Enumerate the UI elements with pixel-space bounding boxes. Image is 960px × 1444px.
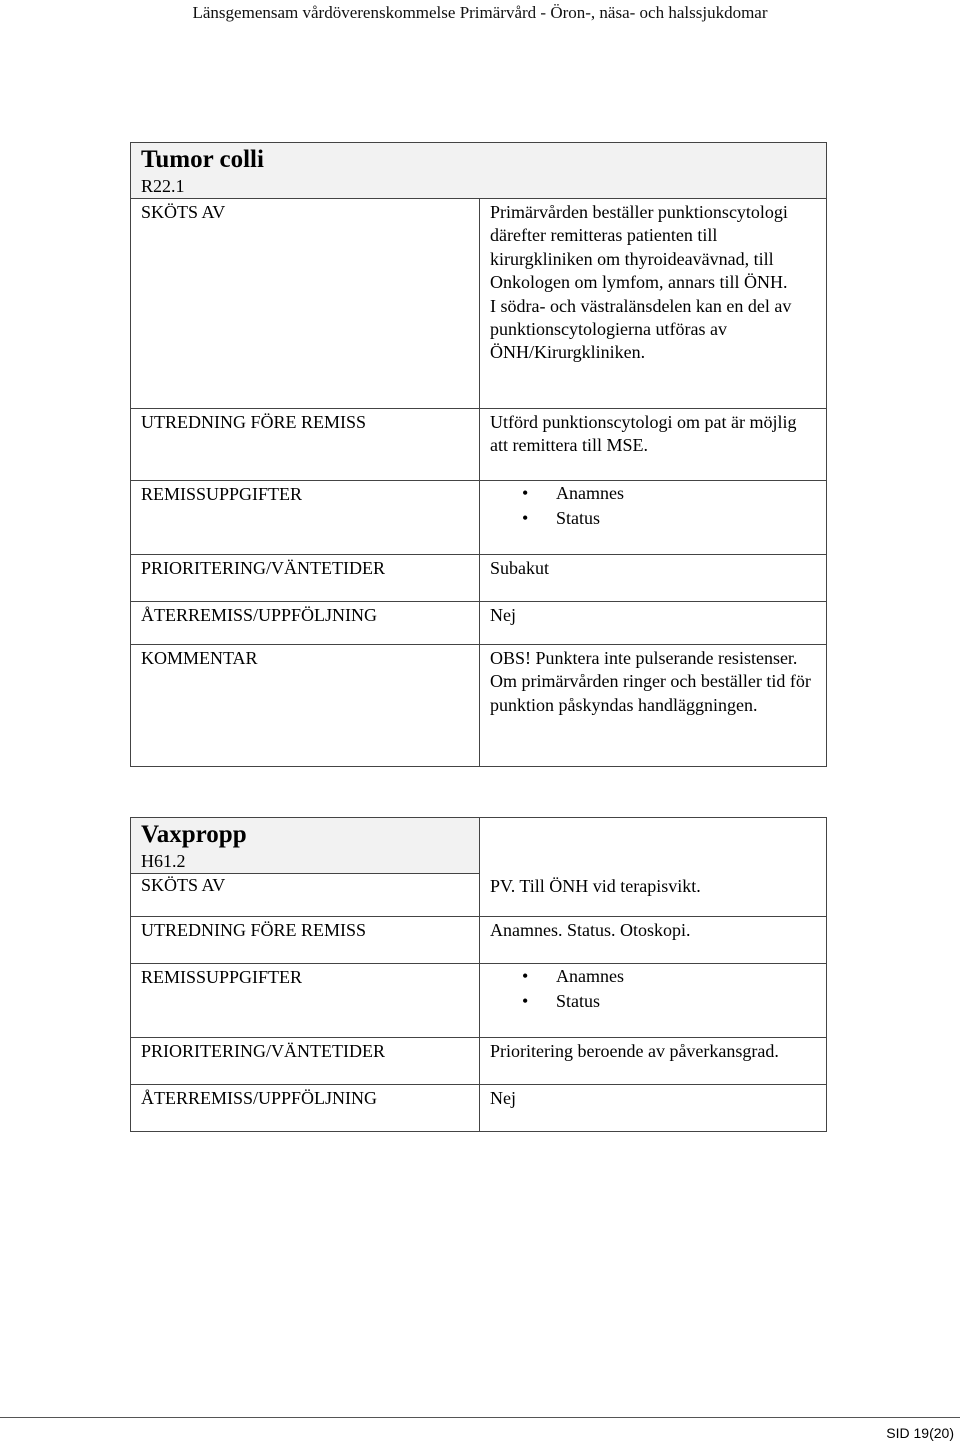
row-skots-av [131, 199, 827, 409]
label-cell [131, 555, 480, 602]
row-aterremiss [131, 1085, 827, 1132]
value-cell [480, 602, 827, 645]
label-cell [131, 645, 480, 767]
label-cell [131, 409, 480, 481]
skots-av-text: PV. Till ÖNH vid terapisvikt. [490, 876, 701, 896]
label-cell [131, 1085, 480, 1132]
remissuppgifter-label: REMISSUPPGIFTER [141, 484, 303, 504]
value-cell [480, 409, 827, 481]
value-cell [480, 1085, 827, 1132]
utredning-label: UTREDNING FÖRE REMISS [141, 412, 367, 432]
prioritering-text: Prioritering beroende av påverkansgrad. [490, 1041, 779, 1061]
value-cell [480, 964, 827, 1038]
footer-divider [0, 1417, 960, 1418]
value-cell [480, 818, 827, 917]
list-item: • Anamnes [490, 964, 816, 989]
remissuppgifter-list [490, 481, 816, 530]
diagnosis-code: H61.2 [141, 851, 186, 871]
section-title-row [131, 143, 827, 199]
utredning-text: Anamnes. Status. Otoskopi. [490, 920, 691, 940]
label-cell [131, 874, 480, 917]
label-cell [131, 199, 480, 409]
utredning-label: UTREDNING FÖRE REMISS [141, 920, 367, 940]
section-title-row [131, 818, 827, 874]
section-title-cell [131, 143, 827, 199]
value-cell [480, 917, 827, 964]
prioritering-label: PRIORITERING/VÄNTETIDER [141, 1041, 385, 1061]
vaxpropp-table [130, 817, 827, 1132]
aterremiss-label: ÅTERREMISS/UPPFÖLJNING [141, 605, 378, 625]
kommentar-label: KOMMENTAR [141, 648, 258, 668]
value-cell [480, 199, 827, 409]
skots-av-text: Primärvården beställer punktionscytologi därefter remitteras patienten till kirurgkliniken om thyroideavävnad, till Onkologen om lymfom, annars till ÖNH. [490, 202, 788, 293]
tumor-colli-table [130, 142, 827, 767]
kommentar-text: OBS! Punktera inte pulserande resistenser. Om primärvården ringer och beställer tid för punktion påskyndas handläggningen. [490, 648, 811, 715]
section-title: Tumor colli [141, 146, 264, 173]
prioritering-text: Subakut [490, 558, 550, 578]
row-prioritering [131, 555, 827, 602]
list-item: • Status [490, 506, 816, 531]
row-utredning [131, 409, 827, 481]
page-header: Länsgemensam vårdöverenskommelse Primärvård - Öron-, näsa- och halssjukdomar [192, 3, 768, 22]
row-utredning [131, 917, 827, 964]
section-title-cell [131, 818, 480, 874]
skots-av-text-2: I södra- och västralänsdelen kan en del av punktionscytologierna utföras av ÖNH/Kirurgkliniken. [490, 295, 792, 363]
value-cell [480, 481, 827, 555]
row-aterremiss [131, 602, 827, 645]
list-item: • Status [490, 989, 816, 1014]
label-cell [131, 917, 480, 964]
aterremiss-text: Nej [490, 1088, 516, 1108]
remissuppgifter-label: REMISSUPPGIFTER [141, 967, 303, 987]
row-prioritering [131, 1038, 827, 1085]
section-title: Vaxpropp [141, 821, 247, 848]
aterremiss-label: ÅTERREMISS/UPPFÖLJNING [141, 1088, 378, 1108]
utredning-text: Utförd punktionscytologi om pat är möjlig att remittera till MSE. [490, 412, 797, 456]
value-cell [480, 555, 827, 602]
prioritering-label: PRIORITERING/VÄNTETIDER [141, 558, 385, 578]
label-cell [131, 481, 480, 555]
row-remissuppgifter [131, 481, 827, 555]
diagnosis-code: R22.1 [141, 176, 185, 196]
page-number: SID 19(20) [886, 1425, 954, 1441]
list-item: • Anamnes [490, 481, 816, 506]
label-cell [131, 964, 480, 1038]
remissuppgifter-list [490, 964, 816, 1013]
row-remissuppgifter [131, 964, 827, 1038]
value-cell [480, 1038, 827, 1085]
skots-av-label: SKÖTS AV [141, 202, 226, 222]
label-cell [131, 1038, 480, 1085]
aterremiss-text: Nej [490, 605, 516, 625]
label-cell [131, 602, 480, 645]
row-kommentar [131, 645, 827, 767]
skots-av-label: SKÖTS AV [141, 875, 226, 895]
value-cell [480, 645, 827, 767]
